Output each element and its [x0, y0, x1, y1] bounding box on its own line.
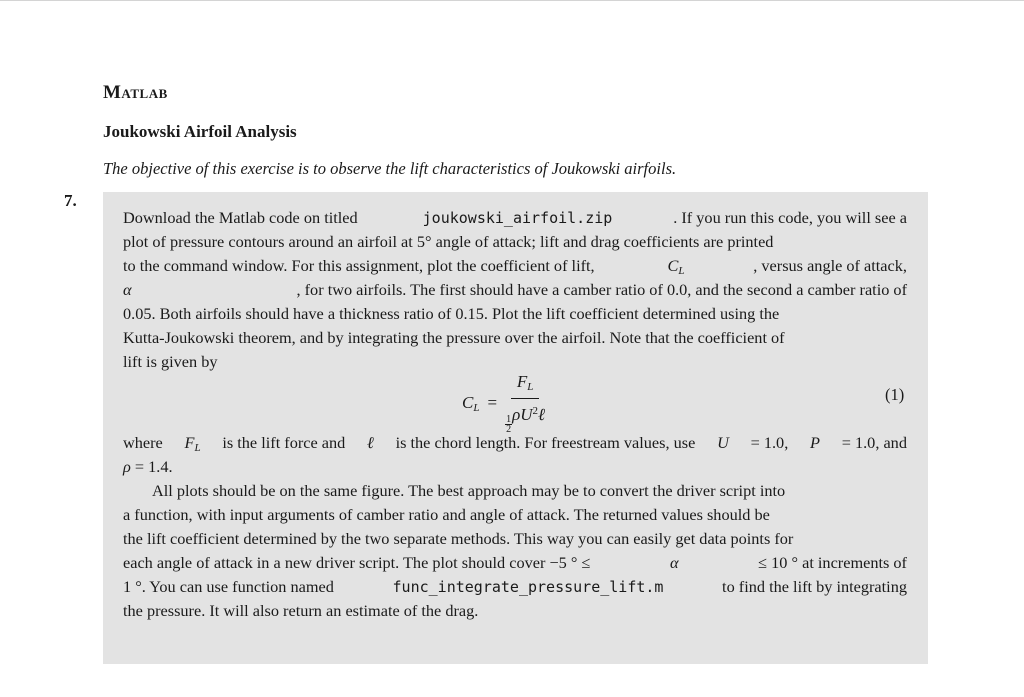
rho-symbol: ρ: [123, 457, 131, 476]
para2-line2: [123, 457, 907, 477]
text: to find the lift by integrating: [717, 577, 907, 596]
para1-line6: [123, 328, 907, 348]
cl-symbol: $C_L$: [667, 256, 685, 277]
text: to the command window. For this assignment, plot the coefficient of lift,: [123, 256, 599, 275]
text: is the chord length. For freestream values, use: [391, 433, 700, 452]
para3-line4: [123, 553, 907, 573]
zip-filename: joukowski_airfoil.zip: [422, 209, 613, 227]
para1-line5: [123, 304, 907, 324]
para3-line6: [123, 601, 907, 621]
para1-line2: [123, 232, 907, 252]
text: . If you run this code, you will see a: [673, 208, 907, 227]
equation-numerator: $F_L$: [511, 372, 540, 399]
text: Kutta-Joukowski theorem, and by integrating the pressure over the airfoil. Note that the coefficient of: [123, 328, 785, 347]
m-filename: func_integrate_pressure_lift.m: [392, 578, 664, 596]
para3-line2: [123, 505, 907, 525]
equation-fraction: [505, 372, 545, 434]
text: = 1.0,: [746, 433, 793, 452]
text: 1 °. You can use function named: [123, 577, 338, 596]
lift-coefficient-equation: [462, 372, 545, 434]
p-symbol: P: [810, 433, 820, 452]
para1-line4: [123, 280, 907, 300]
u-symbol: U: [717, 433, 729, 452]
text: lift is given by: [123, 352, 218, 371]
alpha-symbol: α: [123, 280, 132, 299]
equation-number: (1): [885, 385, 905, 404]
para1-line7: [123, 352, 907, 372]
para3-line3: [123, 529, 907, 549]
exercise-title: Joukowski Airfoil Analysis: [103, 122, 297, 141]
para3-line1: [152, 481, 907, 501]
text: the lift coefficient determined by the two separate methods. This way you can easily get data points for: [123, 529, 794, 548]
para2-line1: [123, 433, 907, 458]
text: plot of pressure contours around an airfoil at 5° angle of attack; lift and drag coefficients are printed: [123, 232, 774, 251]
text: where: [123, 433, 167, 452]
alpha-symbol: α: [670, 553, 679, 572]
section-heading: Matlab: [103, 82, 168, 103]
text: , for two airfoils. The first should have a camber ratio of 0.0, and the second a camber ratio of: [296, 280, 907, 299]
text: is the lift force and: [218, 433, 350, 452]
text: each angle of attack in a new driver script. The plot should cover −5 ° ≤: [123, 553, 595, 572]
text: Download the Matlab code on titled: [123, 208, 362, 227]
equals-sign: =: [487, 393, 498, 412]
chord-symbol: ℓ: [367, 433, 374, 452]
para1-line1: [123, 208, 907, 228]
para3-line5: [123, 577, 907, 597]
objective-statement: The objective of this exercise is to observe the lift characteristics of Joukowski airfoils.: [103, 159, 677, 178]
text: , versus angle of attack,: [753, 256, 907, 275]
half-fraction: $\frac{1}{2}$: [506, 414, 512, 435]
equation-denominator: $\frac{1}{2}$ $\rho U^2\ell$: [506, 405, 546, 435]
text: = 1.0, and: [837, 433, 907, 452]
equation-lhs: $C_L$: [462, 392, 480, 414]
top-divider: [0, 0, 1024, 1]
text: 0.05. Both airfoils should have a thickness ratio of 0.15. Plot the lift coefficient determined using the: [123, 304, 780, 323]
problem-number: 7.: [64, 191, 77, 210]
text: ≤ 10 ° at increments of: [754, 553, 907, 572]
text: All plots should be on the same figure. The best approach may be to convert the driver script into: [152, 481, 786, 500]
text: = 1.4.: [130, 457, 173, 476]
text: a function, with input arguments of camber ratio and angle of attack. The returned values should be: [123, 505, 770, 524]
para1-line3: [123, 256, 907, 281]
fl-symbol: $F_L$: [184, 433, 201, 454]
text: the pressure. It will also return an estimate of the drag.: [123, 601, 479, 620]
